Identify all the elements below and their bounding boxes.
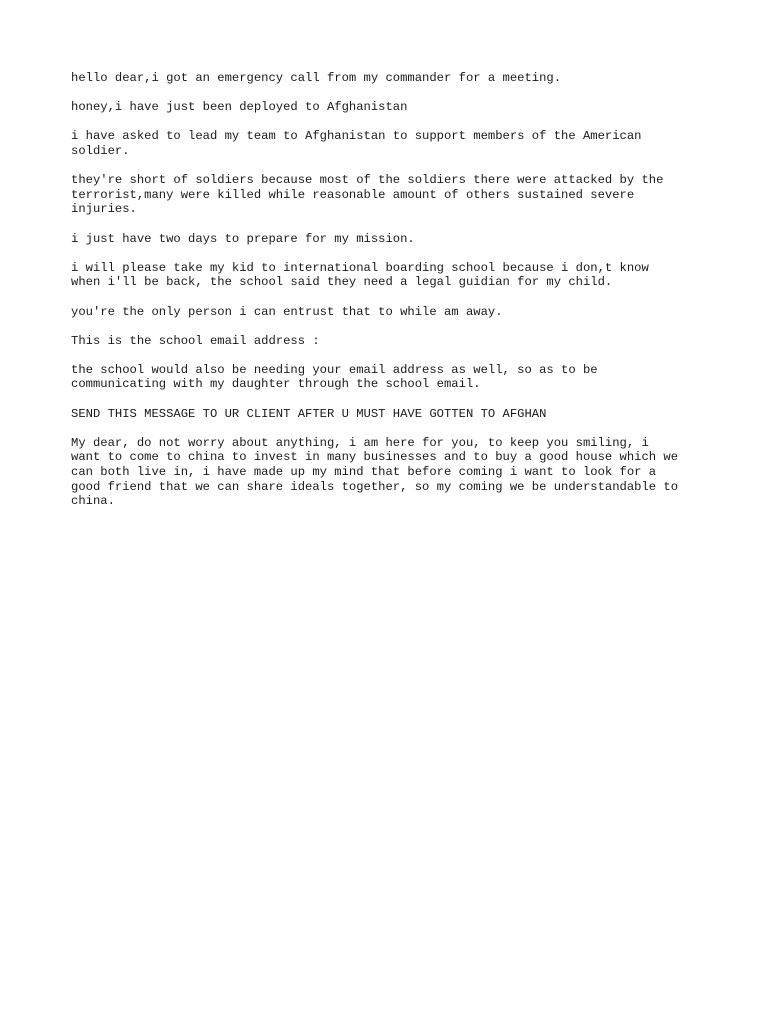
document-page (71, 71, 711, 523)
paragraph-entrust: you're the only person i can entrust that to while am away. (71, 304, 503, 319)
paragraph-email-needed: the school would also be needing your email address as well, so as to be communicating with my daughter through the school email. (71, 362, 598, 392)
paragraph-two-days: i just have two days to prepare for my mission. (71, 231, 415, 246)
paragraph-deployment: honey,i have just been deployed to Afghanistan (71, 100, 408, 115)
paragraph-greeting: hello dear,i got an emergency call from my commander for a meeting. (71, 71, 562, 85)
paragraph-short-of-soldiers: they're short of soldiers because most of the soldiers there were attacked by the terrorist,many were killed while reasonable amount of others sustained severe injuries. (71, 173, 664, 217)
paragraph-boarding-school: i will please take my kid to international boarding school because i don,t know when i'll be back, the school said they need a legal guidian for my child. (71, 260, 649, 290)
paragraph-school-email: This is the school email address : (71, 333, 320, 348)
paragraph-my-dear: My dear, do not worry about anything, i am here for you, to keep you smiling, i want to come to china to invest in many businesses and to buy a good house which we can both live in, i have made up my mind that before coming i want to look for a good friend that we can share ideals together, so my coming we be understandable to china. (71, 435, 679, 509)
paragraph-lead-team: i have asked to lead my team to Afghanistan to support members of the American soldier. (71, 129, 642, 158)
paragraph-instruction: SEND THIS MESSAGE TO UR CLIENT AFTER U MUST HAVE GOTTEN TO AFGHAN (71, 406, 547, 421)
